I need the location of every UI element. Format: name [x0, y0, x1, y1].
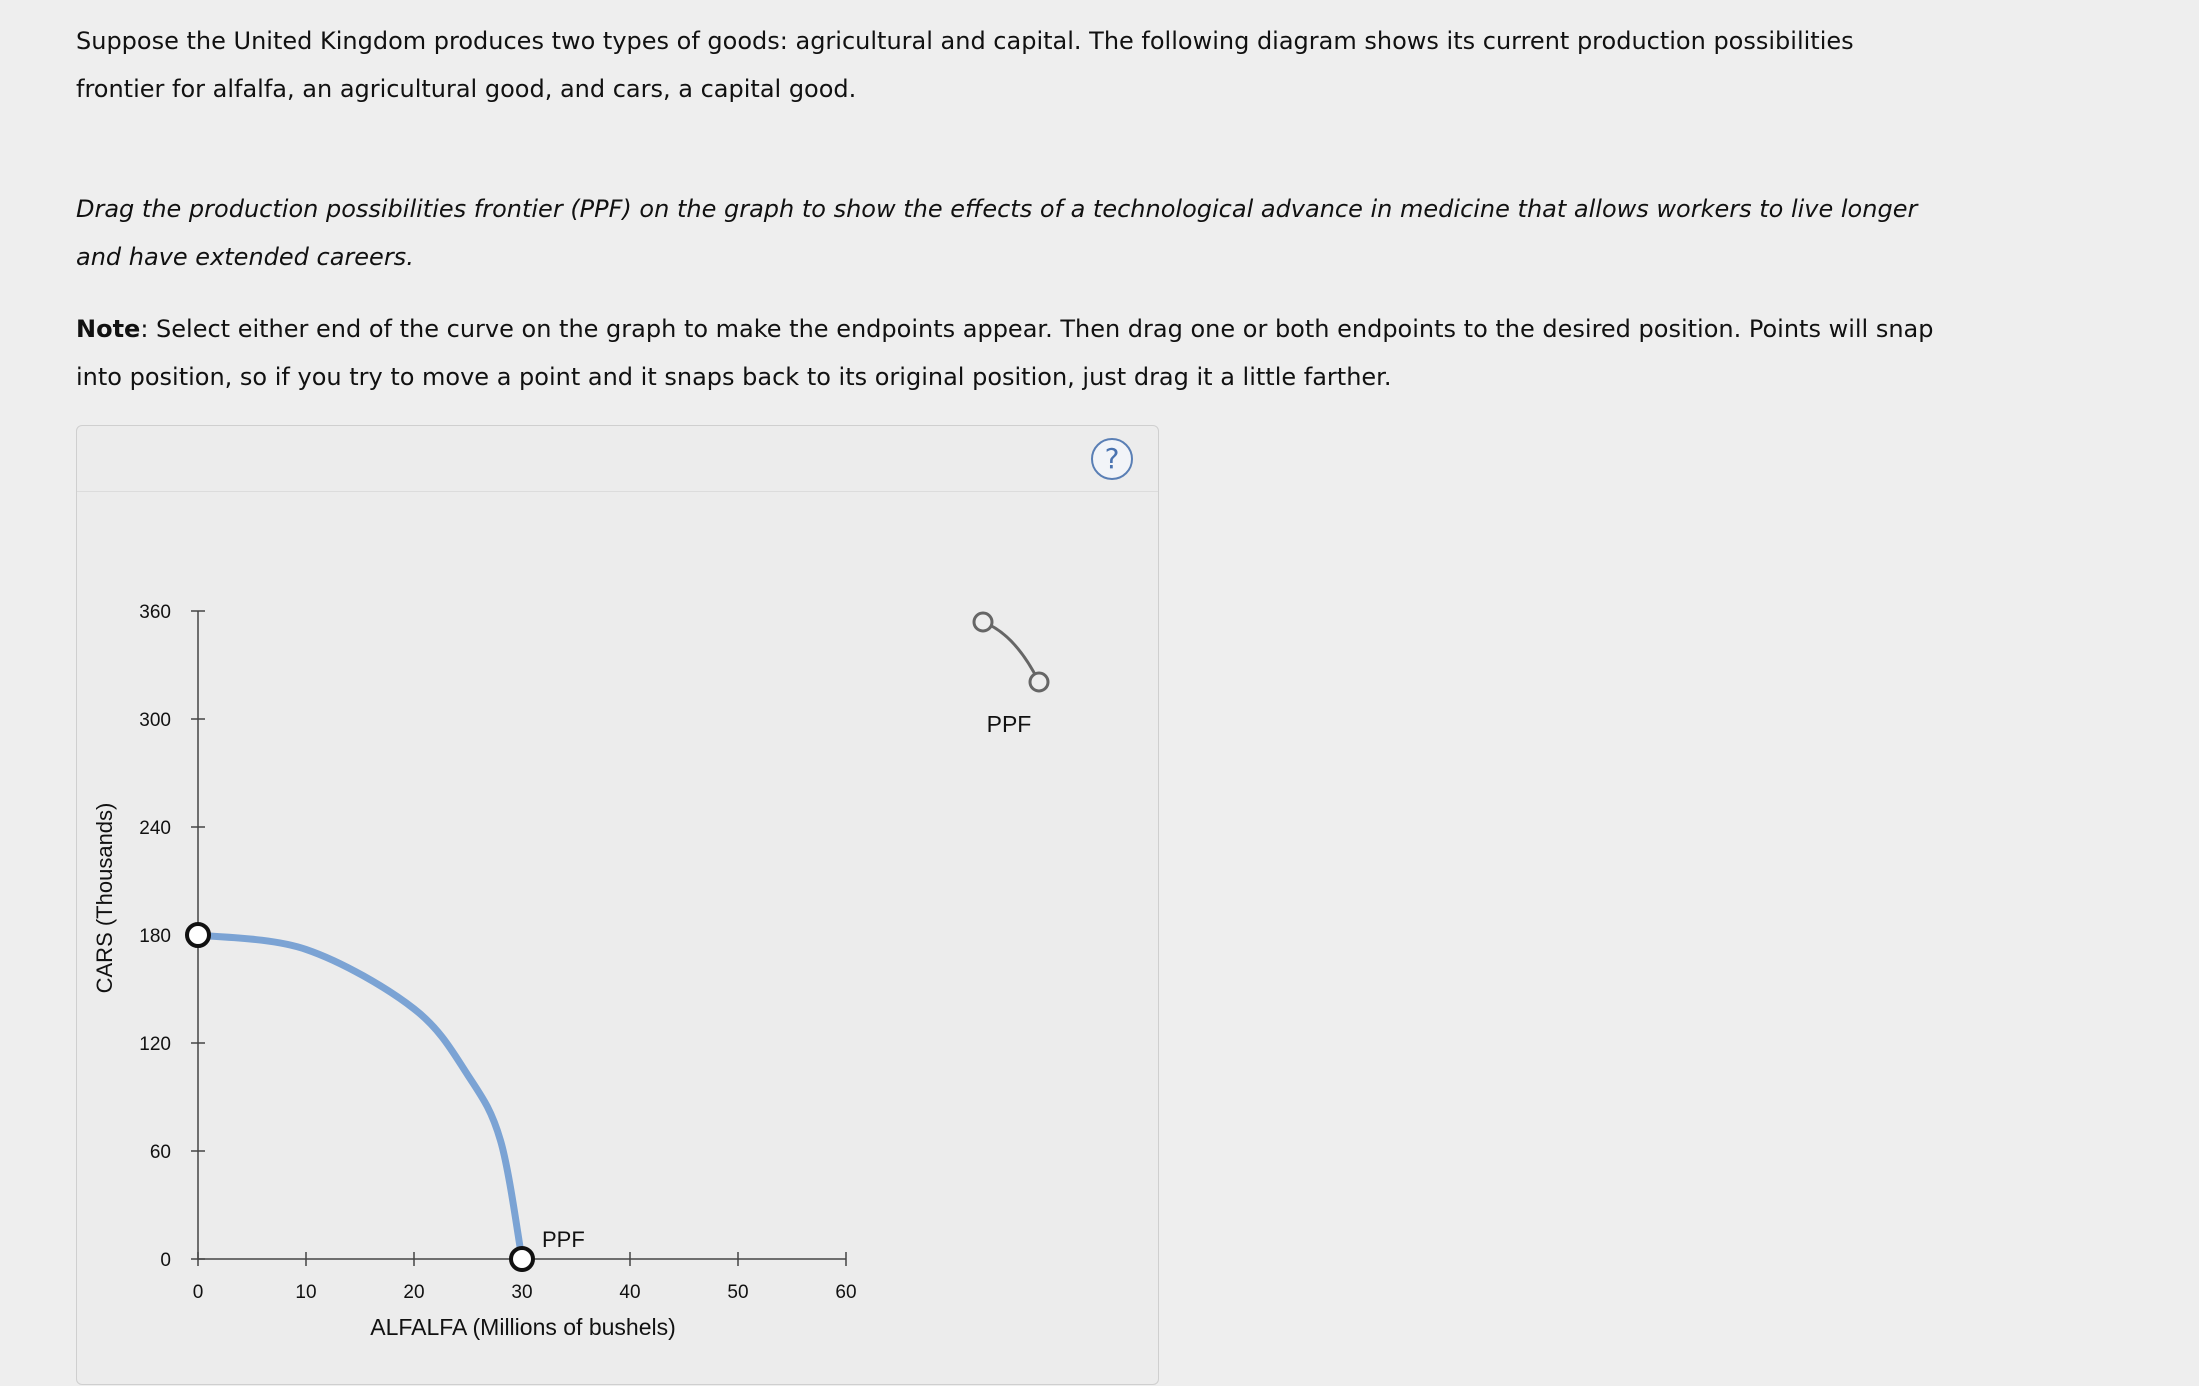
x-axis-label: ALFALFA (Millions of bushels) — [370, 1314, 676, 1340]
note-label: Note — [76, 315, 141, 343]
x-tick-label: 40 — [619, 1282, 641, 1303]
y-tick-label: 0 — [160, 1250, 171, 1271]
graph-axes — [198, 611, 846, 1259]
palette-curve — [983, 622, 1039, 682]
y-axis-label: CARS (Thousands) — [92, 802, 117, 994]
question-mark-icon: ? — [1104, 442, 1120, 475]
ppf-endpoint-top[interactable] — [187, 924, 209, 946]
y-tick-label: 180 — [139, 926, 171, 947]
task-paragraph: Drag the production possibilities frontier (PPF) on the graph to show the effects of a technological advance in medicine that allows workers to live longer and have extended careers. — [76, 195, 1918, 271]
intro-paragraph: Suppose the United Kingdom produces two types of goods: agricultural and capital. The following diagram shows its current production possibilities frontier for alfalfa, an agricultural good, and cars, a capital good. — [76, 27, 1854, 103]
ppf-curve[interactable] — [198, 935, 522, 1259]
palette-point-bottom — [1030, 673, 1048, 691]
ppf-palette-tool[interactable] — [974, 613, 1048, 737]
y-tick-label: 300 — [139, 710, 171, 731]
palette-label: PPF — [986, 711, 1032, 737]
note-text: : Select either end of the curve on the graph to make the endpoints appear. Then drag one or both endpoints to the desired position. Points will snap into position, so if you try to move a point and it snaps back to its original position, just drag it a little farther. — [76, 315, 1934, 391]
graph-panel — [76, 425, 1159, 1385]
palette-point-top — [974, 613, 992, 631]
ppf-graph — [77, 426, 1160, 1386]
x-tick-label: 0 — [192, 1282, 204, 1303]
y-tick-label: 60 — [149, 1142, 171, 1163]
y-tick-label: 240 — [139, 818, 171, 839]
x-tick-label: 20 — [403, 1282, 425, 1303]
x-tick-label: 50 — [727, 1282, 749, 1303]
x-tick-label: 10 — [295, 1282, 317, 1303]
graph-ticks — [139, 602, 856, 1303]
ppf-curve-label: PPF — [542, 1227, 585, 1252]
ppf-endpoint-bottom[interactable] — [511, 1248, 533, 1270]
x-tick-label: 60 — [835, 1282, 857, 1303]
y-tick-label: 360 — [139, 602, 171, 623]
note-paragraph — [76, 305, 1936, 401]
y-tick-label: 120 — [139, 1034, 171, 1055]
x-tick-label: 30 — [511, 1282, 533, 1303]
